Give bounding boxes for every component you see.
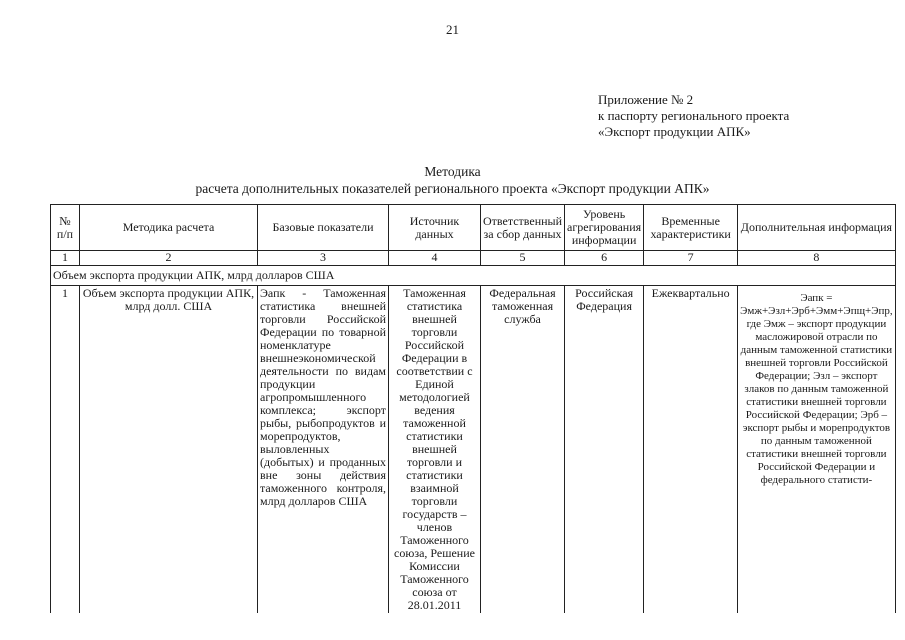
header-row — [51, 205, 896, 251]
base-indicators-cell: Эапк - Таможенная статистика внешней торговли Российской Федерации по товарной номенклатуре внешнеэкономической деятельности по видам продукции агропромышленного комплекса; экспорт рыбы, рыбопродуктов и морепродуктов, выловленных (добытых) и проданных вне зоны действия таможенного контроля, млрд долларов США — [258, 286, 389, 614]
appendix-line-3: «Экспорт продукции АПК» — [598, 124, 751, 139]
responsible-cell: Федеральная таможенная служба — [481, 286, 565, 614]
additional-info-cell: Эапк = Эмж+Эзл+Эрб+Эмм+Эпщ+Эпр, где Эмж – экспорт продукции масложировой отрасли по данным таможенной статистики внешней торговли Российской Федерации; Эзл – экспорт злаков по данным таможенной статистики внешней торговли Российской Федерации; Эрб – экспорт рыбы и морепродуктов по данным таможенной статистики внешней торговли Российской Федерации и федерального статисти- — [738, 286, 896, 614]
column-number: 6 — [565, 251, 644, 266]
header-cell-responsible: Ответственный за сбор данных — [481, 205, 565, 251]
appendix-line-2: к паспорту регионального проекта — [598, 108, 790, 123]
timing-cell: Ежеквартально — [644, 286, 738, 614]
header-cell-source: Источник данных — [389, 205, 481, 251]
title-line-2: расчета дополнительных показателей регионального проекта «Экспорт продукции АПК» — [195, 181, 710, 196]
column-number: 2 — [80, 251, 258, 266]
methodology-table — [50, 204, 896, 613]
method-cell: Объем экспорта продукции АПК, млрд долл. США — [80, 286, 258, 614]
aggregation-level-cell: Российская Федерация — [565, 286, 644, 614]
column-number: 1 — [51, 251, 80, 266]
header-cell-extra: Дополнительная информация — [738, 205, 896, 251]
column-number: 5 — [481, 251, 565, 266]
table-row — [51, 286, 896, 614]
section-title: Объем экспорта продукции АПК, млрд долларов США — [51, 266, 896, 286]
header-cell-base: Базовые показатели — [258, 205, 389, 251]
appendix-line-1: Приложение № 2 — [598, 92, 694, 107]
column-number-row — [51, 251, 896, 266]
title-line-1: Методика — [424, 164, 481, 179]
header-cell-level: Уровень агрегирования информации — [565, 205, 644, 251]
section-row — [51, 266, 896, 286]
page-number: 21 — [446, 22, 459, 37]
document-title — [0, 163, 905, 197]
column-number: 4 — [389, 251, 481, 266]
column-number: 3 — [258, 251, 389, 266]
header-cell-timing: Временные характеристики — [644, 205, 738, 251]
column-number: 7 — [644, 251, 738, 266]
column-number: 8 — [738, 251, 896, 266]
data-source-cell: Таможенная статистика внешней торговли Российской Федерации в соответствии с Единой методологией ведения таможенной статистики внешней торговли и статистики взаимной торговли государств – членов Таможенного союза, Решение Комиссии Таможенного союза от 28.01.2011 — [389, 286, 481, 614]
appendix-note — [598, 92, 789, 140]
row-number: 1 — [51, 286, 80, 614]
header-cell-num: № п/п — [51, 205, 80, 251]
header-cell-method: Методика расчета — [80, 205, 258, 251]
